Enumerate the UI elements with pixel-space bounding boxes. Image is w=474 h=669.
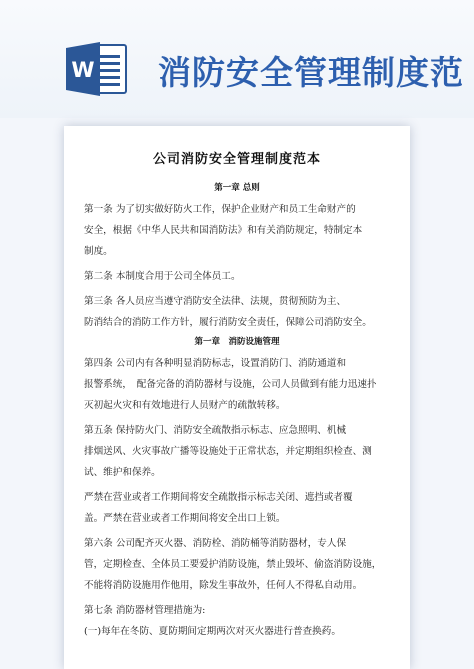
document-page (64, 126, 410, 669)
paragraph-line: 第二条 本制度合用于公司全体员工。 (84, 271, 241, 282)
paragraph-line: 第四条 公司内有各种明显消防标志，设置消防门、消防通道和 (84, 358, 347, 369)
paragraph-line: 第七条 消防器材管理措施为: (84, 605, 206, 616)
paragraph-line: 安全，根据《中华人民共和国消防法》和有关消防规定，特制定本 (84, 225, 363, 236)
banner-title: 消防安全管理制度范 (158, 53, 464, 92)
document-body (84, 142, 390, 642)
word-document-icon (66, 42, 128, 96)
paragraph-line: 第三条 各人员应当遵守消防安全法律、法规，贯彻预防为主、 (84, 296, 347, 307)
paragraph-line: 试、维护和保养。 (84, 467, 161, 478)
svg-text:W: W (71, 58, 95, 82)
paragraph-line: 不能将消防设施用作他用，除发生事故外，任何人不得私自动用。 (84, 580, 363, 591)
paragraph-line: 严禁在营业或者工作期间将安全疏散指示标志关闭、遮挡或者覆 (84, 492, 353, 503)
paragraph-line: 盖。严禁在营业或者工作期间将安全出口上锁。 (84, 513, 286, 524)
paragraph-line: (一)每年在冬防、夏防期间定期两次对灭火器进行普查换药。 (84, 626, 341, 637)
paragraph-line: 管，定期检查、全体员工要爱护消防设施，禁止毁坏、偷盗消防设施， (84, 559, 382, 570)
paragraph-line: 防消结合的消防工作方针，履行消防安全责任，保障公司消防安全。 (84, 317, 372, 328)
chapter-heading: 第一章 总则 (214, 183, 260, 193)
paragraph-line: 灭初起火灾和有效地进行人员财产的疏散转移。 (84, 400, 286, 411)
chapter-heading: 第一章 消防设施管理 (194, 337, 280, 347)
paragraph-line: 报警系统， 配备完备的消防器材与设施，公司人员做到有能力迅速扑 (84, 379, 377, 390)
document-title: 公司消防安全管理制度范本 (152, 152, 321, 167)
banner (0, 0, 474, 118)
paragraph-line: 第一条 为了切实做好防火工作，保护企业财产和员工生命财产的 (84, 204, 356, 215)
paragraph-line: 排烟送风、火灾事故广播等设施处于正常状态，并定期组织检查、测 (84, 446, 372, 457)
paragraph-line: 第五条 保持防火门、消防安全疏散指示标志、应急照明、机械 (84, 425, 347, 436)
paragraph-line: 制度。 (84, 246, 113, 257)
paragraph-line: 第六条 公司配齐灭火器、消防栓、消防桶等消防器材，专人保 (84, 538, 347, 549)
